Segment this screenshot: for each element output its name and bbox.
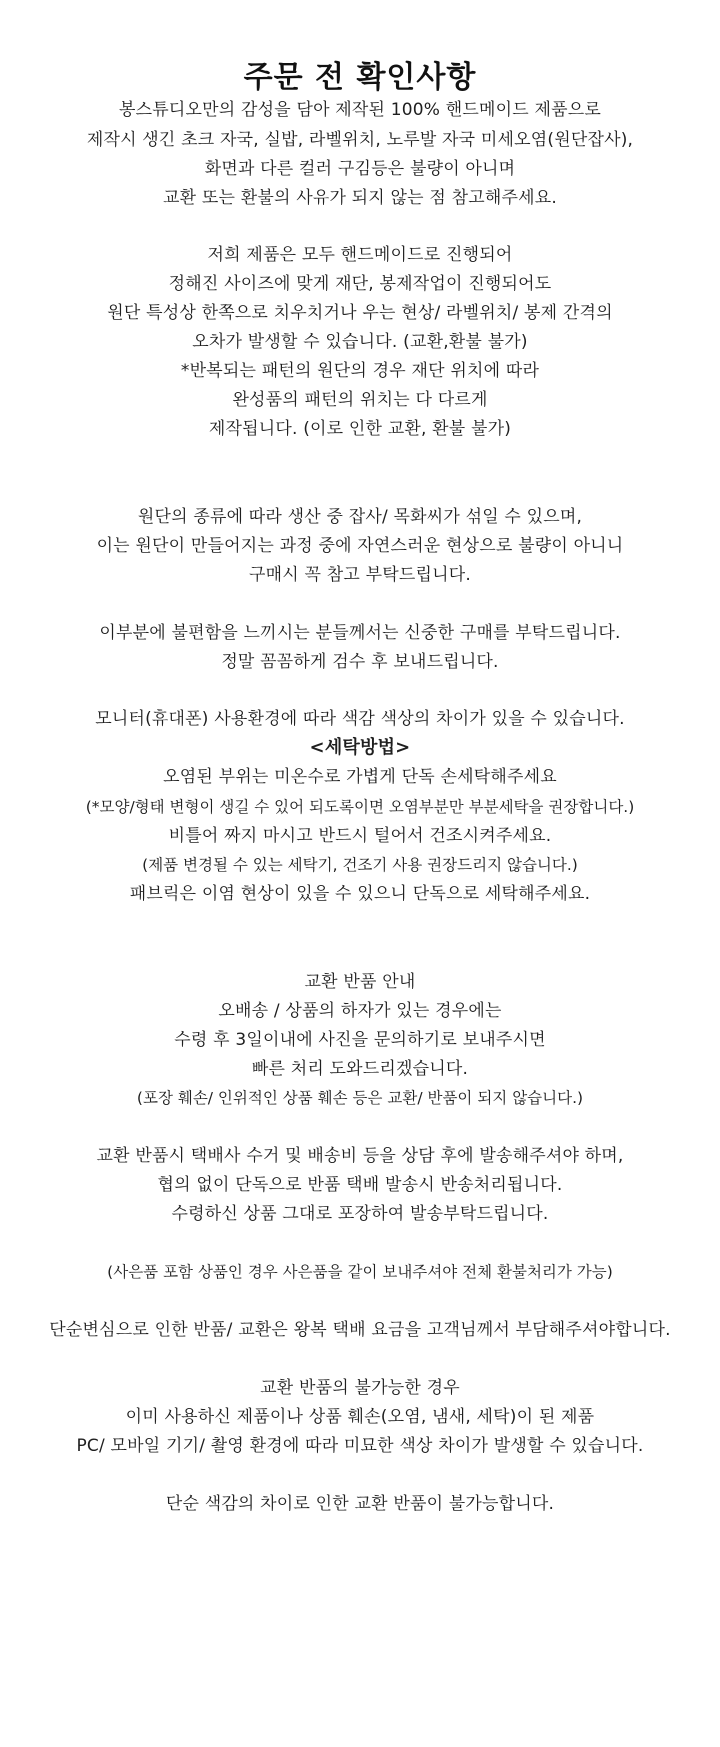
not-allowed-line: 교환 반품의 불가능한 경우 bbox=[260, 1378, 460, 1398]
handmade-line: 완성품의 패턴의 위치는 다 다르게 bbox=[232, 390, 488, 410]
monitor-note: 모니터(휴대폰) 사용환경에 따라 색감 색상의 차이가 있을 수 있습니다. bbox=[95, 709, 625, 729]
simple-change-note: 단순변심으로 인한 반품/ 교환은 왕복 택배 요금을 고객님께서 부담해주셔야합니다. bbox=[49, 1320, 671, 1340]
notice-line: 봉스튜디오만의 감성을 담아 제작된 100% 핸드메이드 제품으로 bbox=[119, 100, 601, 120]
handmade-line: 오차가 발생할 수 있습니다. (교환,환불 불가) bbox=[192, 332, 528, 352]
exchange-line: 빠른 처리 도와드리겠습니다. bbox=[251, 1059, 469, 1079]
exchange-line: 교환 반품 안내 bbox=[304, 972, 416, 992]
exchange-line: (포장 훼손/ 인위적인 상품 훼손 등은 교환/ 반품이 되지 않습니다.) bbox=[136, 1089, 584, 1107]
not-allowed-line: 이미 사용하신 제품이나 상품 훼손(오염, 냄새, 세탁)이 된 제품 bbox=[125, 1407, 595, 1427]
washing-line: (제품 변경될 수 있는 세탁기, 건조기 사용 권장드리지 않습니다.) bbox=[142, 856, 578, 874]
exchange-line: 오배송 / 상품의 하자가 있는 경우에는 bbox=[218, 1001, 502, 1021]
washing-line: 오염된 부위는 미온수로 가볍게 단독 손세탁해주세요 bbox=[163, 767, 557, 787]
notice-line: 화면과 다른 컬러 구김등은 불량이 아니며 bbox=[204, 159, 516, 179]
return-shipping-line: 협의 없이 단독으로 반품 택배 발송시 반송처리됩니다. bbox=[157, 1175, 563, 1195]
handmade-line: *반복되는 패턴의 원단의 경우 재단 위치에 따라 bbox=[180, 361, 540, 381]
handmade-line: 제작됩니다. (이로 인한 교환, 환불 불가) bbox=[208, 419, 512, 439]
color-difference-note: 단순 색감의 차이로 인한 교환 반품이 불가능합니다. bbox=[165, 1494, 555, 1514]
return-shipping-line: 수령하신 상품 그대로 포장하여 발송부탁드립니다. bbox=[171, 1204, 549, 1224]
caution-line: 이부분에 불편함을 느끼시는 분들께서는 신중한 구매를 부탁드립니다. bbox=[99, 623, 621, 643]
washing-line: 패브릭은 이염 현상이 있을 수 있으니 단독으로 세탁해주세요. bbox=[129, 884, 591, 904]
exchange-line: 수령 후 3일이내에 사진을 문의하기로 보내주시면 bbox=[174, 1030, 546, 1050]
handmade-line: 저희 제품은 모두 핸드메이드로 진행되어 bbox=[207, 245, 513, 265]
fabric-line: 구매시 꼭 참고 부탁드립니다. bbox=[249, 565, 471, 585]
notice-line: 제작시 생긴 초크 자국, 실밥, 라벨위치, 노루발 자국 미세오염(원단잡사), bbox=[86, 130, 634, 150]
not-allowed-line: PC/ 모바일 기기/ 촬영 환경에 따라 미묘한 색상 차이가 발생할 수 있습니다. bbox=[76, 1436, 644, 1456]
notice-line: 교환 또는 환불의 사유가 되지 않는 점 참고해주세요. bbox=[163, 188, 557, 208]
page-title: 주문 전 확인사항 bbox=[243, 60, 477, 95]
caution-line: 정말 꼼꼼하게 검수 후 보내드립니다. bbox=[221, 652, 499, 672]
washing-line: (*모양/형태 변형이 생길 수 있어 되도록이면 오염부분만 부분세탁을 권장합니다.) bbox=[85, 798, 635, 816]
return-shipping-line: 교환 반품시 택배사 수거 및 배송비 등을 상담 후에 발송해주셔야 하며, bbox=[96, 1146, 624, 1166]
washing-heading: <세탁방법> bbox=[309, 737, 411, 758]
handmade-line: 원단 특성상 한쪽으로 치우치거나 우는 현상/ 라벨위치/ 봉제 간격의 bbox=[107, 303, 613, 323]
handmade-line: 정해진 사이즈에 맞게 재단, 봉제작업이 진행되어도 bbox=[168, 274, 552, 294]
fabric-line: 원단의 종류에 따라 생산 중 잡사/ 목화씨가 섞일 수 있으며, bbox=[137, 507, 583, 527]
washing-line: 비틀어 짜지 마시고 반드시 털어서 건조시켜주세요. bbox=[168, 826, 552, 846]
fabric-line: 이는 원단이 만들어지는 과정 중에 자연스러운 현상으로 불량이 아니니 bbox=[96, 536, 624, 556]
gift-note: (사은품 포함 상품인 경우 사은품을 같이 보내주셔야 전체 환불처리가 가능) bbox=[107, 1263, 613, 1281]
